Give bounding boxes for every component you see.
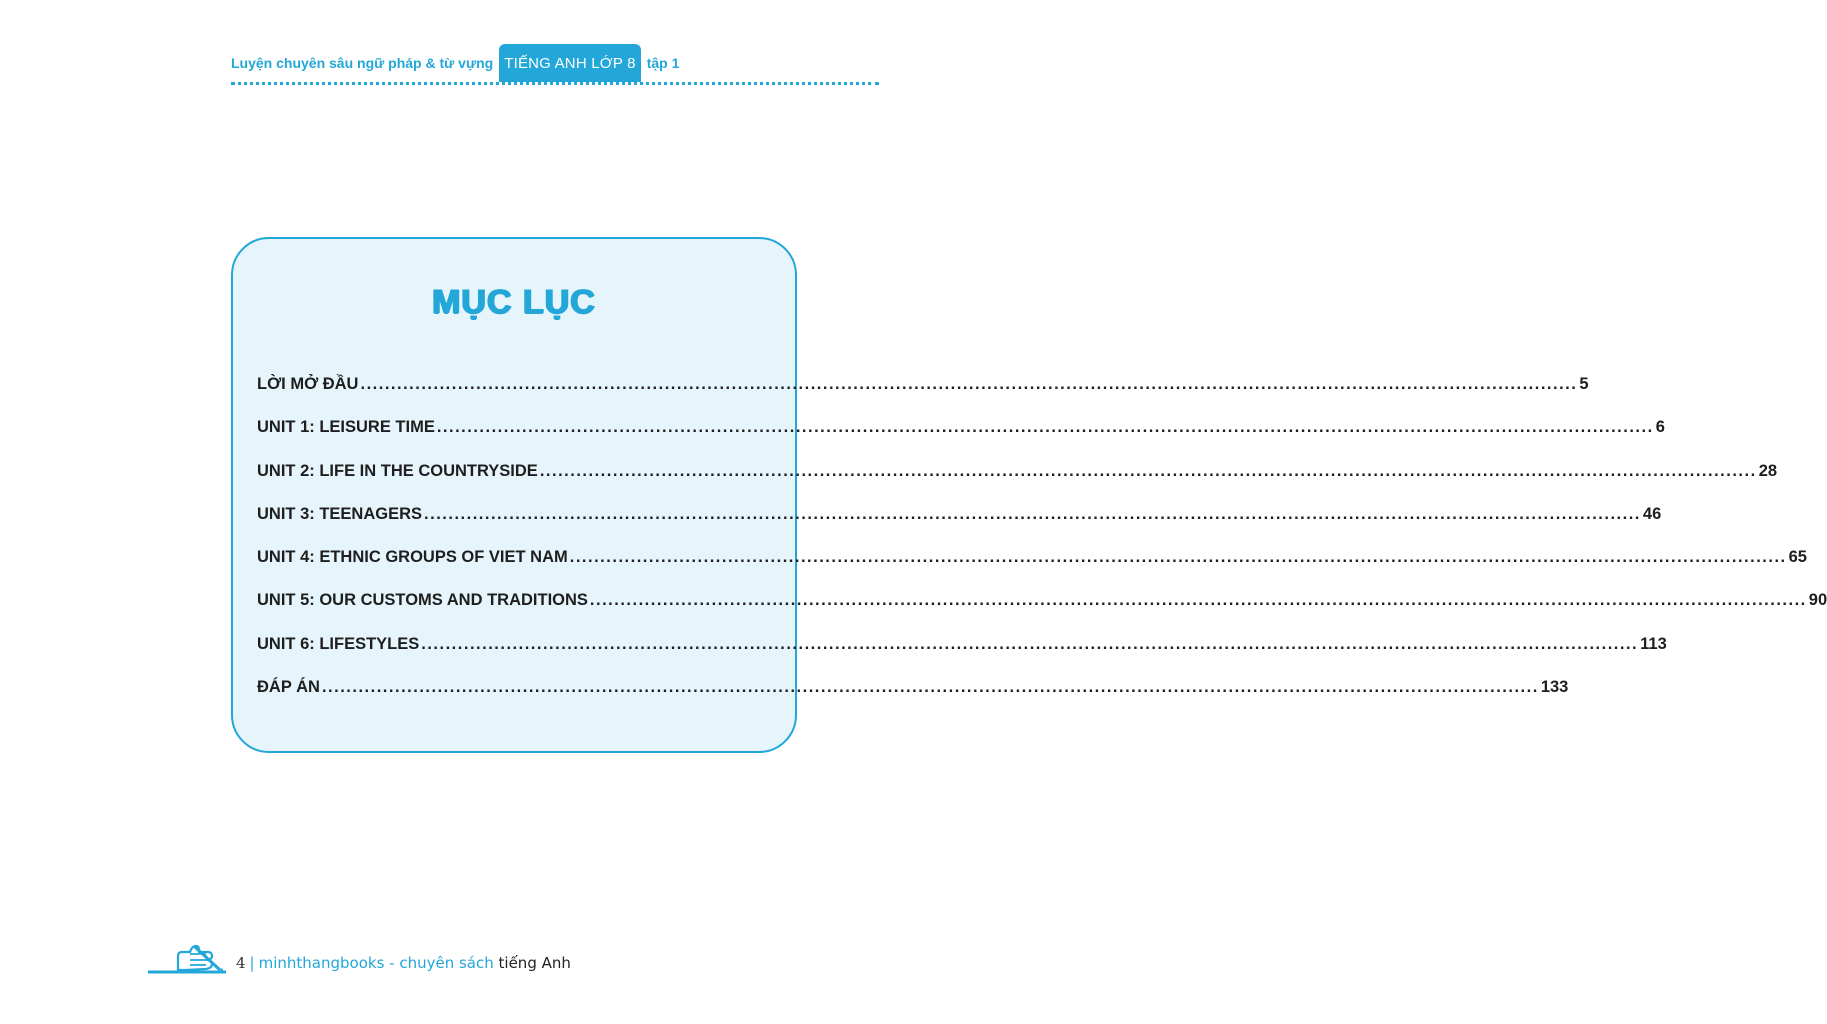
footer-separator: | — [249, 954, 255, 972]
toc-entry-page: 46 — [1642, 504, 1662, 523]
toc-entry-label: UNIT 1: LEISURE TIME — [257, 418, 435, 437]
toc-entry-page: 5 — [1579, 375, 1589, 393]
toc-entry-label: ĐÁP ÁN — [257, 678, 320, 697]
toc-leader-dots: ........................................................................................................................................................................................................ — [569, 548, 1787, 567]
toc-list — [257, 375, 1827, 721]
toc-leader-dots: ........................................................................................................................................................................................................ — [421, 634, 1639, 653]
toc-entry-label: UNIT 2: LIFE IN THE COUNTRYSIDE — [257, 461, 538, 480]
grade-badge: TIẾNG ANH LỚP 8 — [499, 44, 640, 82]
page-header — [231, 40, 879, 86]
toc-entry-page: 28 — [1758, 461, 1778, 480]
toc-entry-page: 90 — [1808, 591, 1827, 610]
toc-entry-label: UNIT 5: OUR CUSTOMS AND TRADITIONS — [257, 591, 588, 610]
hand-writing-icon — [146, 936, 230, 980]
toc-entry — [257, 375, 1589, 418]
page-number: 4 — [236, 954, 246, 972]
toc-entry — [257, 548, 1807, 591]
page-footer — [236, 954, 571, 972]
toc-entry — [257, 591, 1827, 634]
toc-entry-page: 113 — [1640, 634, 1667, 653]
toc-entry — [257, 634, 1667, 678]
series-title: Luyện chuyên sâu ngữ pháp & từ vựng — [231, 55, 494, 71]
header-dotted-rule — [231, 82, 879, 85]
toc-entry — [257, 678, 1569, 721]
toc-leader-dots: ........................................................................................................................................................................................................ — [360, 375, 1578, 393]
table-of-contents-box — [231, 237, 1827, 753]
toc-entry-page: 65 — [1788, 548, 1807, 567]
publisher-tagline: tiếng Anh — [498, 954, 571, 972]
publisher-brand: minhthangbooks - chuyên sách — [258, 954, 494, 972]
header-line — [231, 40, 679, 86]
toc-entry — [257, 504, 1662, 548]
toc-leader-dots: ........................................................................................................................................................................................................ — [424, 504, 1641, 523]
toc-entry-page: 133 — [1540, 678, 1569, 697]
toc-title: MỤC LỤC — [432, 283, 596, 321]
toc-leader-dots: ........................................................................................................................................................................................................ — [321, 678, 1539, 697]
toc-leader-dots: ........................................................................................................................................................................................................ — [436, 418, 1654, 437]
toc-entry-label: LỜI MỞ ĐẦU — [257, 375, 359, 393]
toc-leader-dots: ........................................................................................................................................................................................................ — [589, 591, 1807, 610]
toc-entry — [257, 418, 1665, 461]
toc-leader-dots: ........................................................................................................................................................................................................ — [539, 461, 1757, 480]
volume-label: tập 1 — [646, 55, 680, 71]
toc-entry-label: UNIT 4: ETHNIC GROUPS OF VIET NAM — [257, 548, 568, 567]
toc-entry-page: 6 — [1655, 418, 1665, 437]
toc-entry-label: UNIT 6: LIFESTYLES — [257, 634, 420, 653]
toc-entry-label: UNIT 3: TEENAGERS — [257, 504, 423, 523]
toc-entry — [257, 461, 1778, 505]
